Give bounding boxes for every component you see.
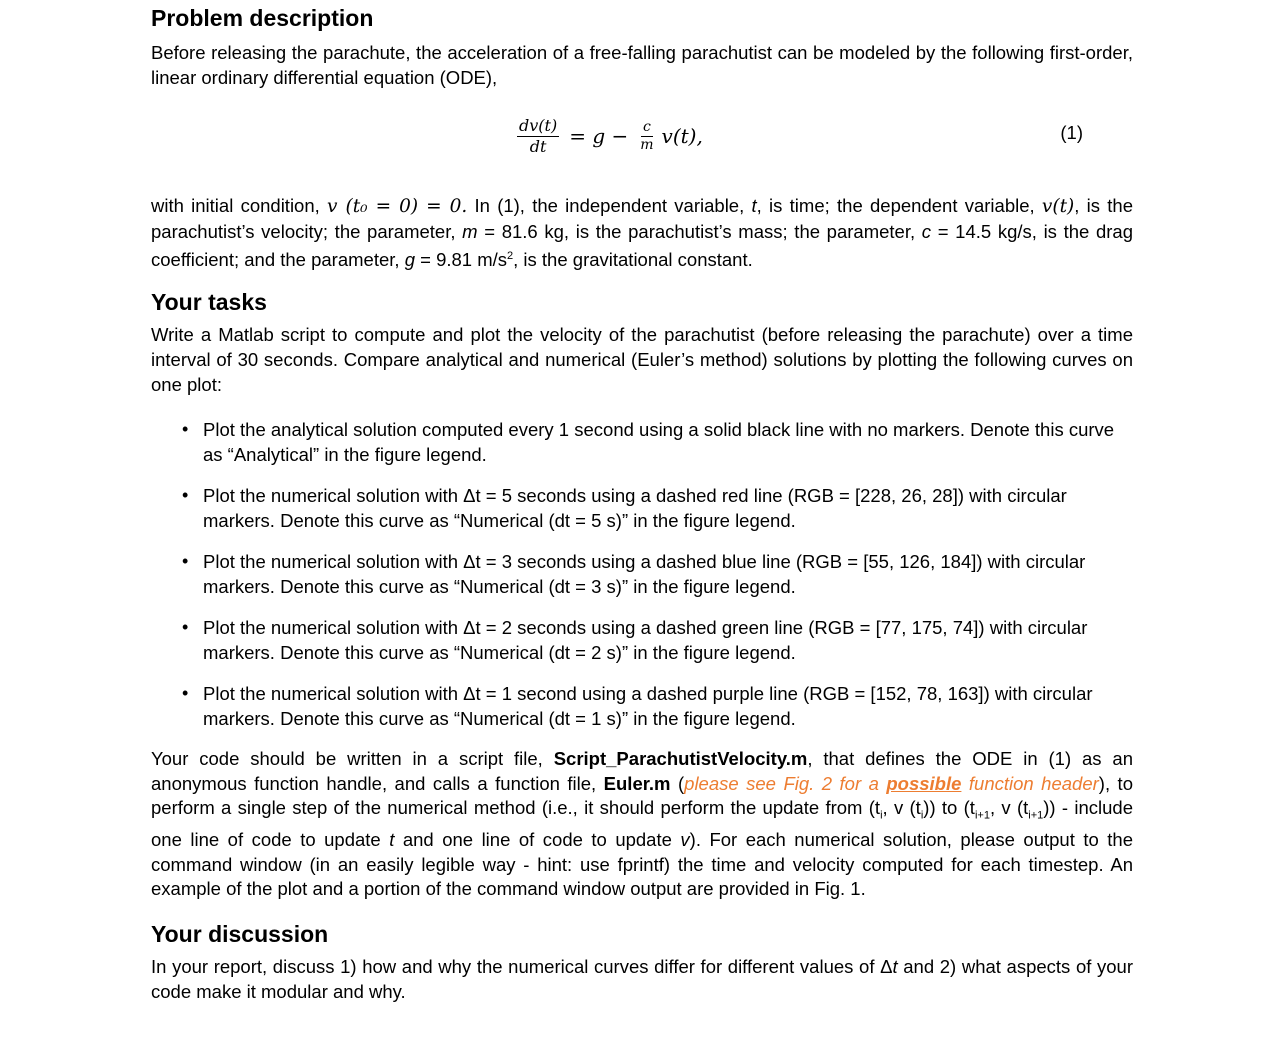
ode-equation: $\frac{dv(t)}{dt}$ = g − $\frac{c}{m}$ v(t),	[519, 115, 703, 156]
list-item: • Plot the numerical solution with Δt = 3 seconds using a dashed blue line (RGB = [55, 126, 184]) with circular markers. Denote this curve as “Numerical (dt = 3 s)” in the figure legend.	[151, 549, 1133, 599]
equation-number: (1)	[1060, 122, 1083, 143]
tasks-heading: Your tasks	[151, 289, 267, 316]
list-item: • Plot the numerical solution with Δt = 1 second using a dashed purple line (RGB = [152, 78, 163]) with circular markers. Denote this curve as “Numerical (dt = 1 s)” in the figure legend.	[151, 681, 1133, 731]
discussion-paragraph: In your report, discuss 1) how and why the numerical curves differ for different values of Δt and 2) what aspects of your code make it modular and why.	[151, 955, 1133, 1002]
drag-fraction: $\frac{c}{m}$	[640, 118, 654, 153]
derivative-fraction: $\frac{dv(t)}{dt}$	[519, 115, 558, 156]
tasks-intro: Write a Matlab script to compute and plot the velocity of the parachutist (before releasing the parachute) over a time interval of 30 seconds. Compare analytical and numerical (Euler’s method) solutions by plotting the following curves on one plot:	[151, 324, 1133, 396]
discussion-heading: Your discussion	[151, 920, 329, 947]
problem-intro: Before releasing the parachute, the acceleration of a free-falling parachutist can be modeled by the following first-order, linear ordinary differential equation (ODE),	[151, 42, 1133, 88]
code-paragraph: Your code should be written in a script file, Script_ParachutistVelocity.m, that defines the ODE in (1) as an anonymous function handle, and calls a function file, Euler.m (please see Fig. 2 for a possible function header), to perform a single step of the numerical method (i.e., it should perform the update from ($t_i$, v $(t_i)$) to ($t_{i+1}$, v $(t_{i+1})$) - include one line of code to update t and one line of code to update v). For each numerical solution, please output to the command window (in an easily legible way - hint: use fprintf) the time and velocity computed for each timestep. An example of the plot and a portion of the command window output are provided in Fig. 1.	[151, 748, 1133, 900]
list-item: • Plot the numerical solution with Δt = 5 seconds using a dashed red line (RGB = [228, 26, 28]) with circular markers. Denote this curve as “Numerical (dt = 5 s)” in the figure legend.	[151, 483, 1133, 533]
list-item: • Plot the numerical solution with Δt = 2 seconds using a dashed green line (RGB = [77, 175, 74]) with circular markers. Denote this curve as “Numerical (dt = 2 s)” in the figure legend.	[151, 615, 1133, 665]
equation-block	[151, 90, 1133, 190]
document-page	[151, 0, 1133, 1004]
task-list	[151, 417, 1133, 731]
problem-heading: Problem description	[151, 5, 374, 31]
conditions-paragraph: with initial condition, v (t₀ = 0) = 0. In (1), the independent variable, t, is time; the dependent variable, v(t), is the parachutist’s velocity; the parameter, m = 81.6 kg, is the parachutist’s mass; the parameter, c = 14.5 kg/s, is the drag coefficient; and the parameter, g = 9.81 $m/s^2$, is the gravitational constant.	[151, 195, 1134, 271]
list-item: • Plot the analytical solution computed every 1 second using a solid black line with no markers. Denote this curve as “Analytical” in the figure legend.	[151, 417, 1133, 467]
